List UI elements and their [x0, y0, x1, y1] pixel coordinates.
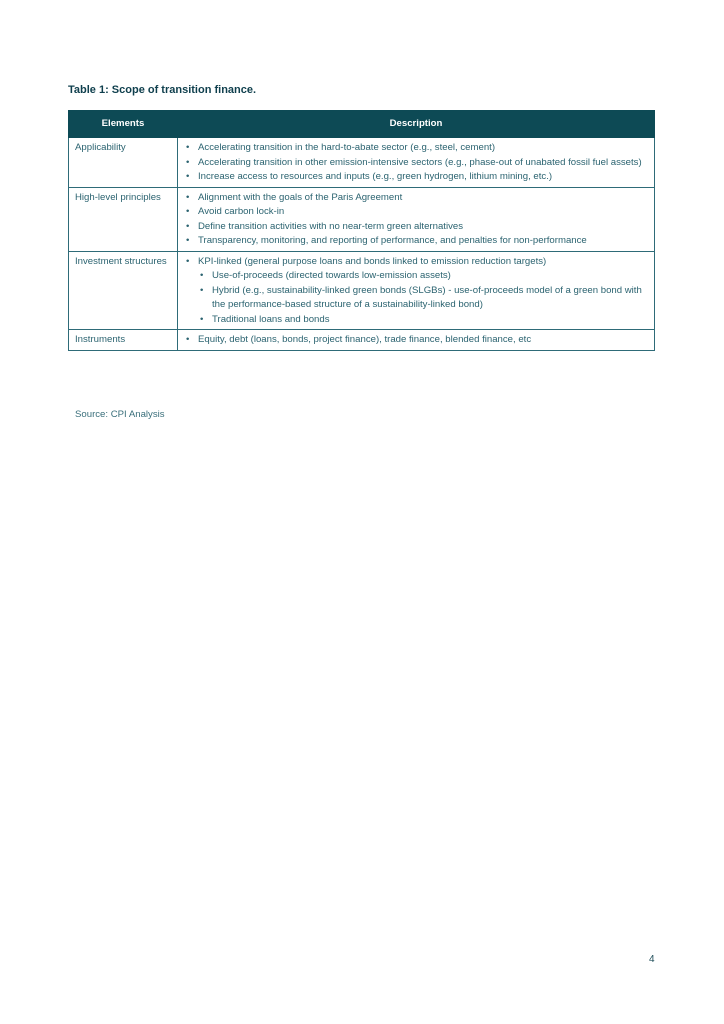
header-elements: Elements — [69, 111, 178, 138]
list-item: • Avoid carbon lock-in — [198, 205, 648, 220]
scope-table — [68, 110, 655, 351]
element-cell: Investment structures — [69, 251, 178, 330]
list-item: • Accelerating transition in other emission-intensive sectors (e.g., phase-out of unabated fossil fuel assets) — [198, 156, 648, 171]
list-item: • Define transition activities with no near-term green alternatives — [198, 220, 648, 235]
list-item: • Transparency, monitoring, and reporting of performance, and penalties for non-performance — [198, 234, 648, 249]
table-row — [69, 330, 655, 351]
table-row — [69, 251, 655, 330]
list-item: • Accelerating transition in the hard-to-abate sector (e.g., steel, cement) — [198, 141, 648, 156]
table-caption: Table 1: Scope of transition finance. — [68, 84, 257, 96]
page-number: 4 — [649, 954, 655, 965]
element-cell: High-level principles — [69, 187, 178, 251]
sub-list-item: • Traditional loans and bonds — [212, 313, 648, 328]
sub-list-item: • Hybrid (e.g., sustainability-linked green bonds (SLGBs) - use-of-proceeds model of a green bond with the performance-based structure of a sustainability-linked bond) — [212, 284, 648, 313]
description-cell — [178, 187, 655, 251]
list-item: • Alignment with the goals of the Paris Agreement — [198, 191, 648, 206]
description-cell — [178, 251, 655, 330]
description-cell — [178, 330, 655, 351]
list-item: • Increase access to resources and inputs (e.g., green hydrogen, lithium mining, etc.) — [198, 170, 648, 185]
list-item: • KPI-linked (general purpose loans and bonds linked to emission reduction targets) — [198, 255, 648, 270]
header-description: Description — [178, 111, 655, 138]
table-row — [69, 187, 655, 251]
description-cell — [178, 138, 655, 188]
table-row — [69, 138, 655, 188]
element-cell: Applicability — [69, 138, 178, 188]
element-cell: Instruments — [69, 330, 178, 351]
list-item: • Equity, debt (loans, bonds, project finance), trade finance, blended finance, etc — [198, 333, 648, 348]
table-header-row — [69, 111, 655, 138]
sub-list-item: • Use-of-proceeds (directed towards low-emission assets) — [212, 269, 648, 284]
source-note: Source: CPI Analysis — [75, 409, 165, 420]
